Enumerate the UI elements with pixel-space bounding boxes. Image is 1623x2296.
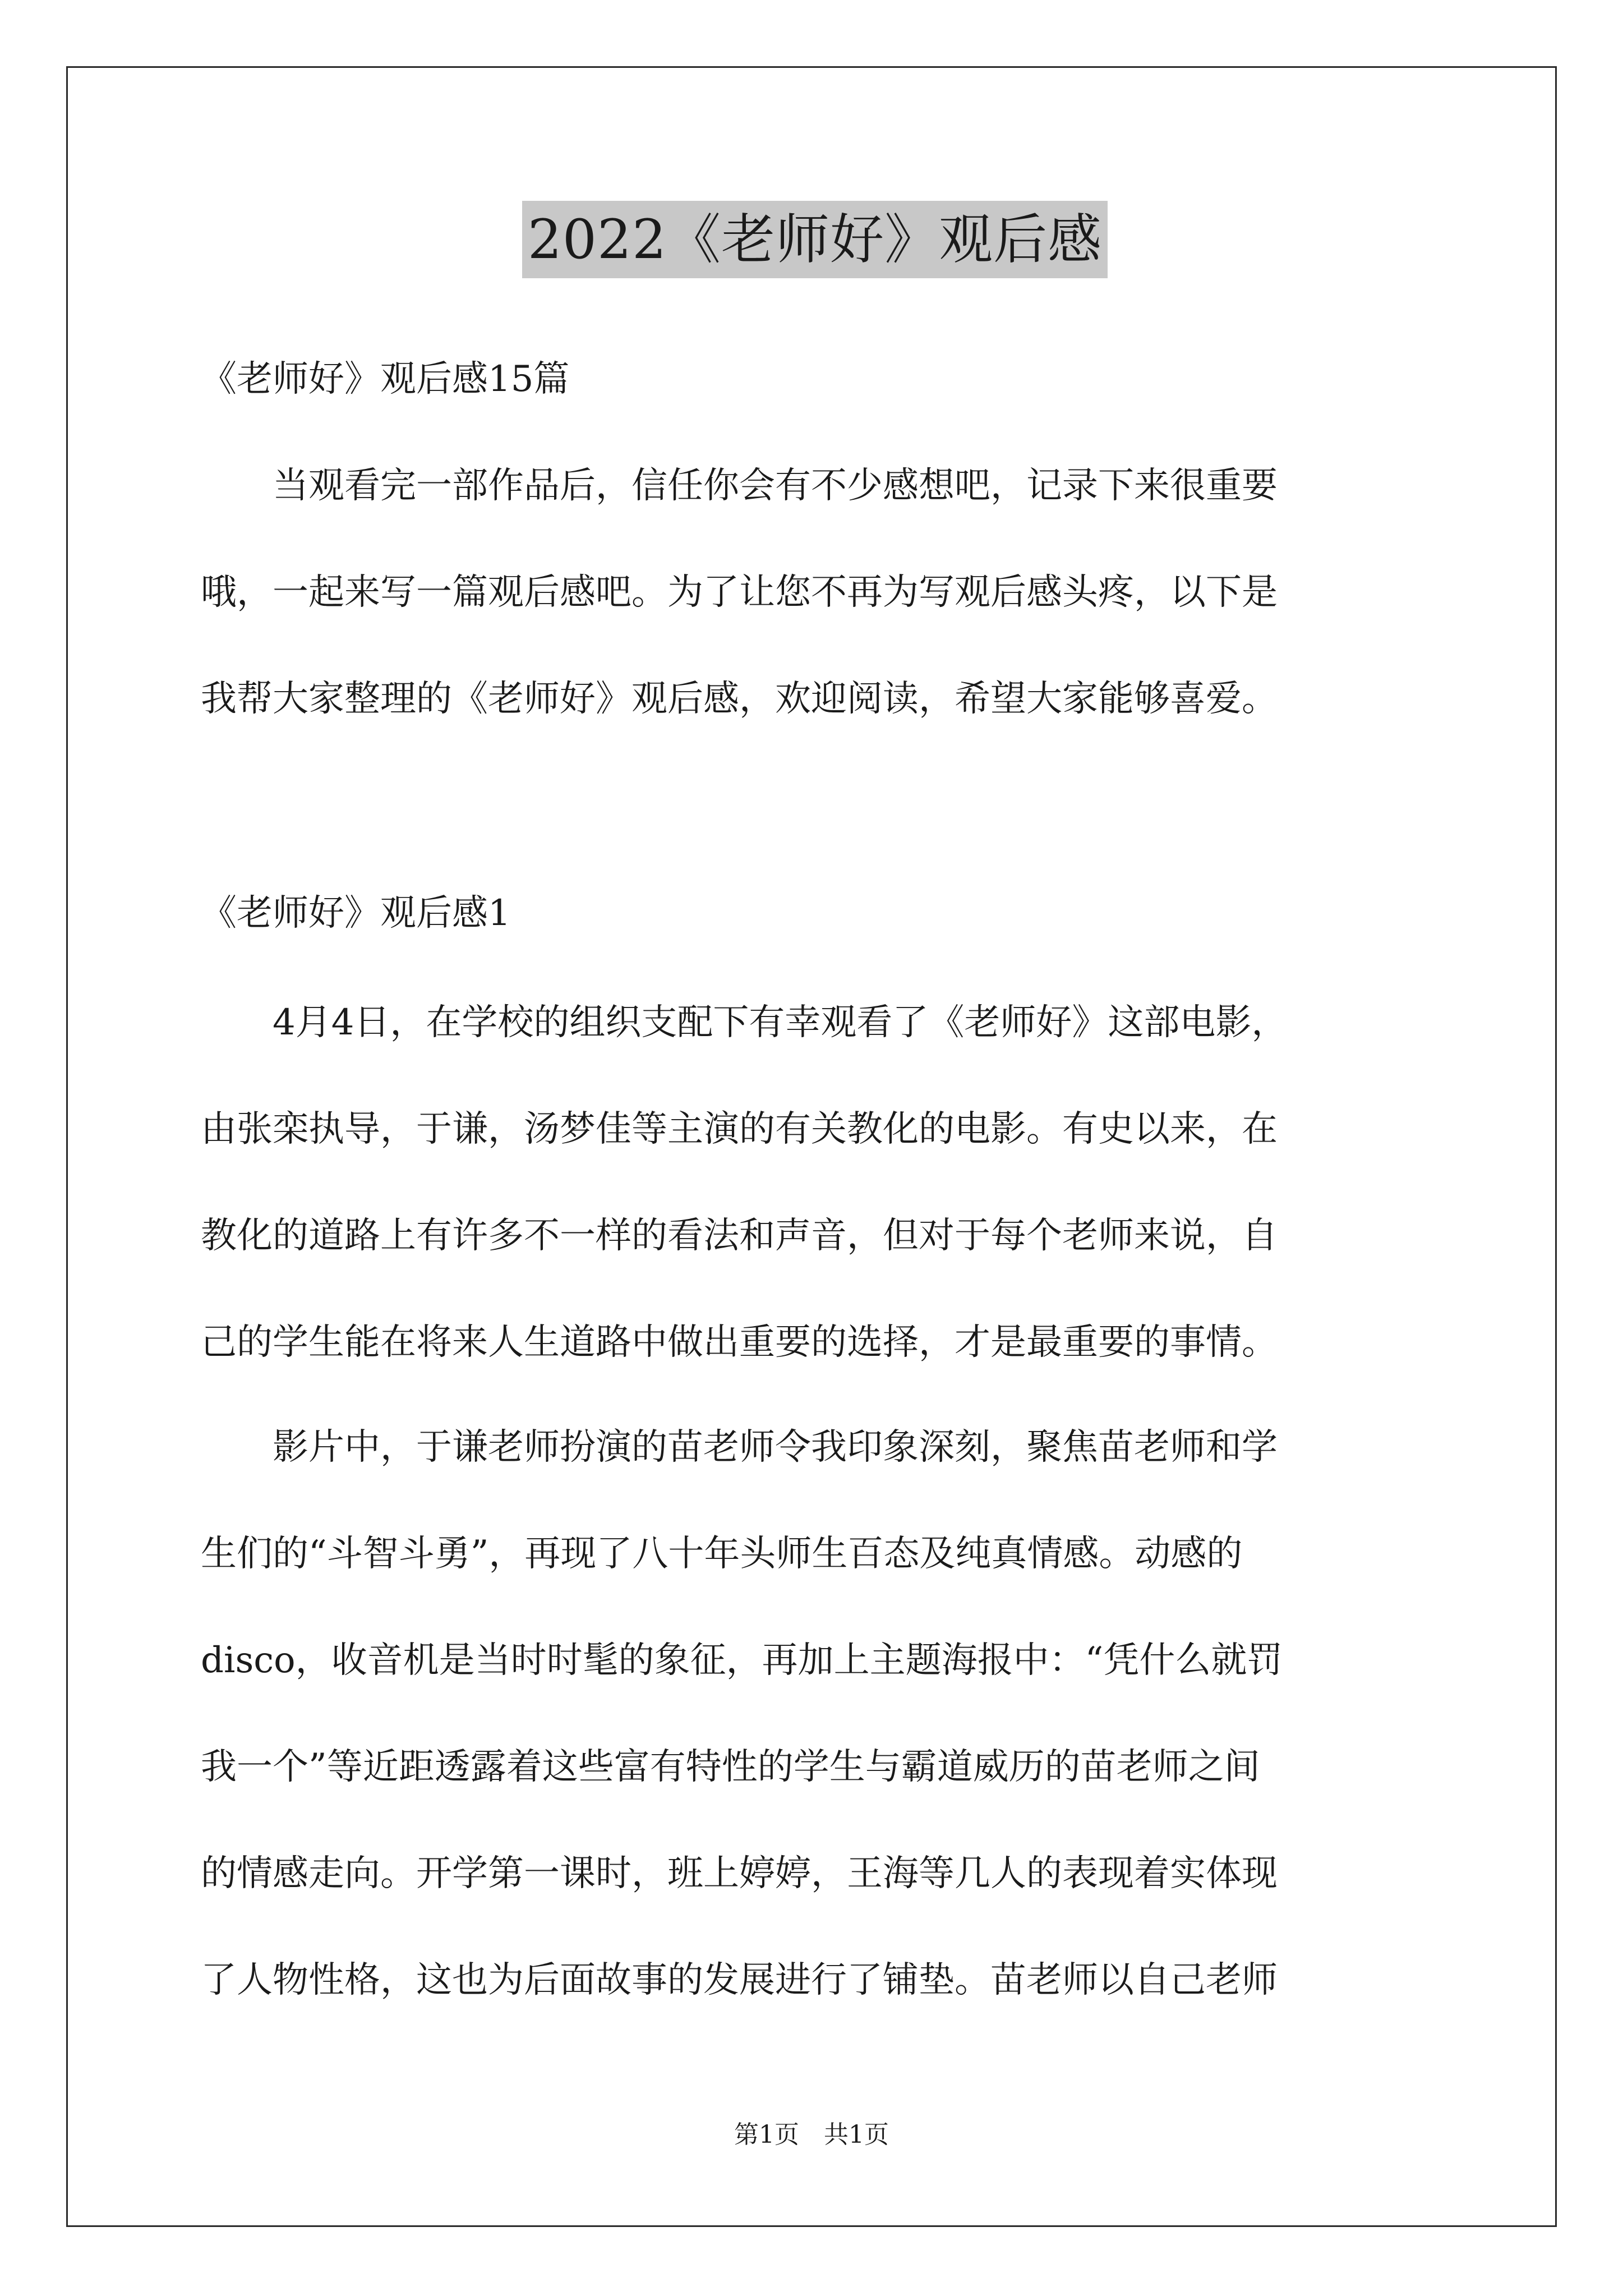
paragraph-line: 生们的“斗智斗勇”，再现了八十年头师生百态及纯真情感。动感的 <box>201 1533 1243 1575</box>
paragraph-line: 教化的道路上有许多不一样的看法和声音，但对于每个老师来说，自 <box>201 1215 1278 1257</box>
paragraph-line: 己的学生能在将来人生道路中做出重要的选择，才是最重要的事情。 <box>201 1322 1278 1363</box>
title-wrap <box>201 201 1429 278</box>
section-heading: 《老师好》观后感1 <box>201 892 511 934</box>
page-footer: 第1页 共1页 <box>734 2120 889 2149</box>
paragraph-line: 了人物性格，这也为后面故事的发展进行了铺垫。苗老师以自己老师 <box>201 1959 1278 2001</box>
paragraph-line: 4月4日，在学校的组织支配下有幸观看了《老师好》这部电影， <box>201 1002 1288 1043</box>
paragraph-line: 我一个”等近距透露着这些富有特性的学生与霸道威历的苗老师之间 <box>201 1746 1260 1788</box>
paragraph-line: 影片中，于谦老师扮演的苗老师令我印象深刻，聚焦苗老师和学 <box>201 1427 1278 1468</box>
paragraph-line: 由张栾执导，于谦，汤梦佳等主演的有关教化的电影。有史以来，在 <box>201 1108 1278 1150</box>
intro-line: 哦，一起来写一篇观后感吧。为了让您不再为写观后感头疼，以下是 <box>201 572 1278 613</box>
subtitle: 《老师好》观后感15篇 <box>201 358 570 400</box>
intro-line: 当观看完一部作品后，信任你会有不少感想吧，记录下来很重要 <box>201 465 1278 507</box>
intro-line: 我帮大家整理的《老师好》观后感，欢迎阅读，希望大家能够喜爱。 <box>201 678 1278 720</box>
paragraph-line: disco，收音机是当时时髦的象征，再加上主题海报中：“凭什么就罚 <box>201 1640 1283 1681</box>
paragraph-line: 的情感走向。开学第一课时，班上婷婷，王海等几人的表现着实体现 <box>201 1853 1278 1894</box>
document-title: 2022《老师好》观后感 <box>522 201 1108 278</box>
